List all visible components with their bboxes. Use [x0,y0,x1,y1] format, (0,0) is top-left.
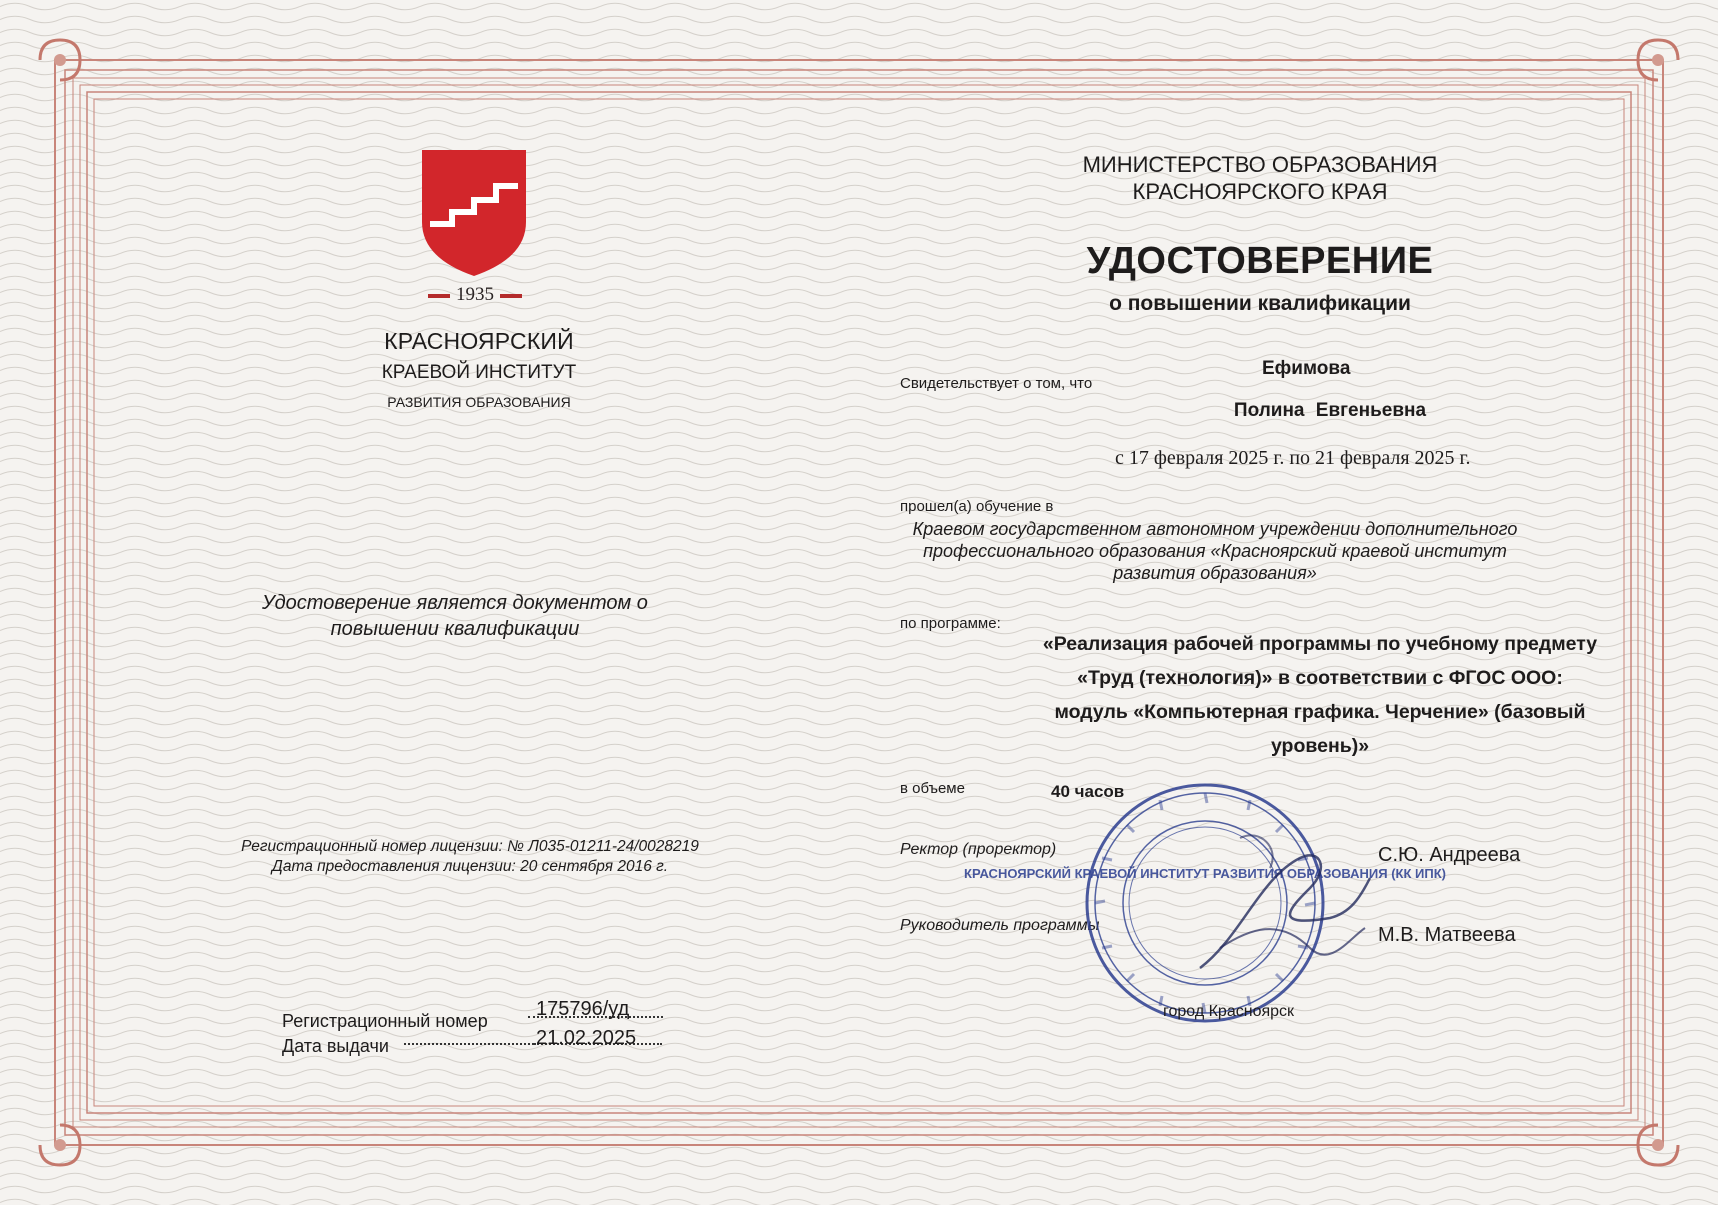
issue-date-value: 21.02.2025 [536,1027,637,1049]
institute-name-line2: КРАЕВОЙ ИНСТИТУТ [381,362,577,383]
registration-number-label: Регистрационный номер [282,1011,488,1031]
program-head-label: Руководитель программы [900,917,1100,934]
volume-label: в объеме [900,780,965,797]
license-number: Регистрационный номер лицензии: № Л035-01211-24/0028219 [241,838,699,855]
ministry-line2: КРАСНОЯРСКОГО КРАЯ [1132,179,1388,204]
rector-name: С.Ю. Андреева [1378,844,1521,866]
year-bar-left [428,294,450,298]
training-period: с 17 февраля 2025 г. по 21 февраля 2025 г. [1115,447,1471,469]
ministry-line1: МИНИСТЕРСТВО ОБРАЗОВАНИЯ [1082,152,1438,177]
founding-year-text: 1935 [456,284,494,305]
holder-surname: Ефимова [1262,358,1351,379]
founding-year [420,284,530,306]
document-note: Удостоверение является документом о повышении квалификации [262,592,648,640]
program-name: «Реализация рабочей программы по учебному предмету «Труд (технология)» в соответствии с ФГОС ООО: модуль «Компьютерная графика. Черчение» (базовый уровень)» [1042,633,1598,757]
license-date: Дата предоставления лицензии: 20 сентября 2016 г. [271,858,669,875]
training-organization: Краевом государственном автономном учреждении дополнительного профессионального образования «Красноярский краевой институт развития образования» [912,519,1518,583]
signature-scribble [1180,818,1380,988]
year-bar-right [500,294,522,298]
certificate-subtitle: о повышении квалификации [1109,292,1411,315]
studied-label: прошел(а) обучение в [900,498,1054,515]
program-head-name: М.В. Матвеева [1378,924,1516,946]
program-label: по программе: [900,615,1001,632]
issue-date-label: Дата выдачи [282,1036,389,1056]
seal-center-tspan: КРАСНОЯРСКИЙ КРАЕВОЙ ИНСТИТУТ РАЗВИТИЯ ОБРАЗОВАНИЯ (КК ИПК) [964,866,1446,881]
certificate-title: УДОСТОВЕРЕНИЕ [1086,240,1434,282]
institute-emblem-icon [422,150,526,276]
institute-name-line3: РАЗВИТИЯ ОБРАЗОВАНИЯ [387,394,571,410]
certifies-label: Свидетельствует о том, что [900,375,1093,392]
issue-date-dots [404,1043,534,1045]
rector-label: Ректор (проректор) [900,841,1057,858]
holder-first-patronymic: Полина Евгеньевна [1233,400,1427,421]
institute-name-line1: КРАСНОЯРСКИЙ [384,328,574,354]
registration-number-value: 175796/уд [536,998,630,1020]
volume-value: 40 часов [1051,782,1125,801]
city: город Красноярск [1163,1003,1295,1020]
